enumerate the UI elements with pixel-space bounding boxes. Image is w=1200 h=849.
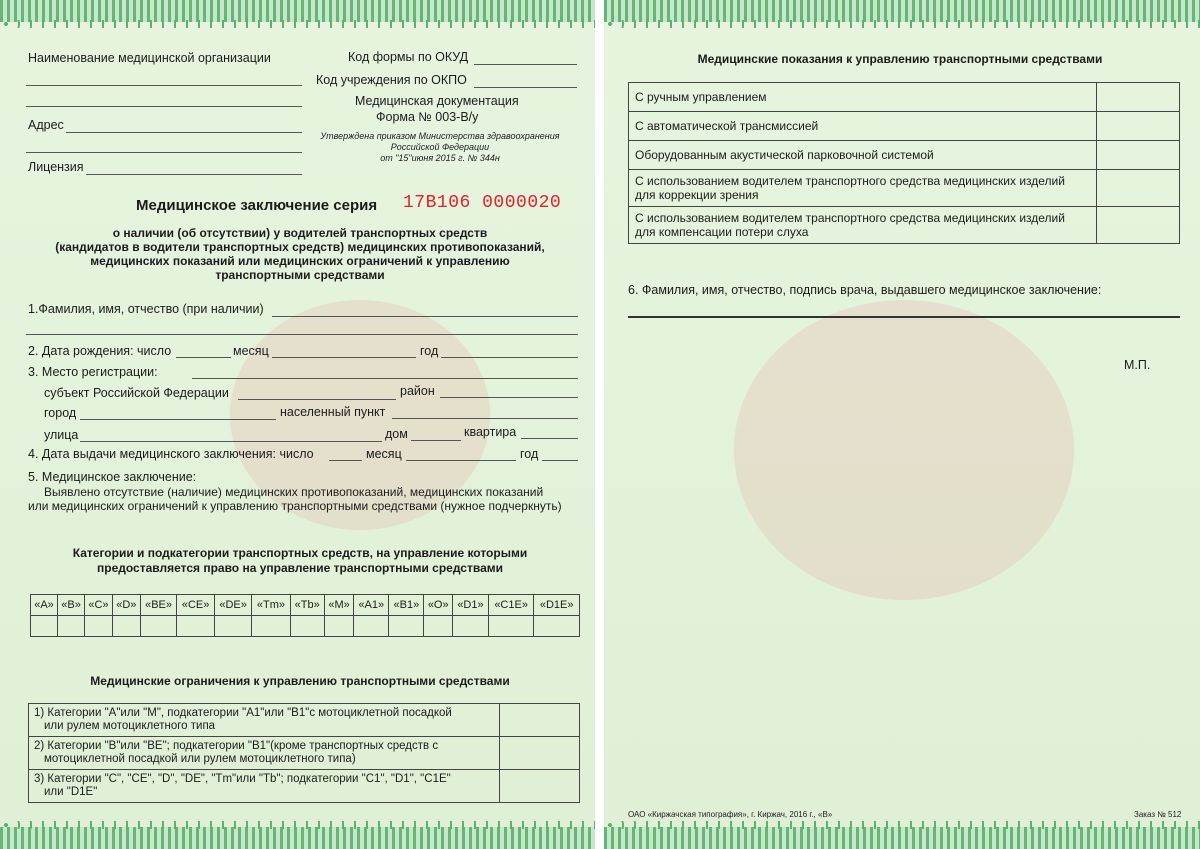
approval-line-1: Утверждена приказом Министерства здравоохранения xyxy=(320,131,560,141)
indication-text: С использованием водителем транспортного средства медицинских изделий для коррекции зрения xyxy=(629,170,1097,207)
left-page xyxy=(0,0,595,849)
issue-month-field[interactable] xyxy=(406,460,516,461)
field-5-conclusion-label: 5. Медицинское заключение: xyxy=(28,470,197,484)
okpo-field[interactable] xyxy=(474,87,577,88)
category-header: «DE» xyxy=(214,595,251,616)
okud-field[interactable] xyxy=(474,64,577,65)
indication-mark-cell[interactable] xyxy=(1097,112,1180,141)
registration-field[interactable] xyxy=(192,378,578,379)
category-cell[interactable] xyxy=(424,616,453,637)
category-cell[interactable] xyxy=(214,616,251,637)
indication-text: С автоматической трансмиссией xyxy=(629,112,1097,141)
birth-year-field[interactable] xyxy=(441,357,578,358)
categories-title-line-1: Категории и подкатегории транспортных средств, на управление которыми xyxy=(72,546,528,560)
subtitle-line-1: о наличии (об отсутствии) у водителей транспортных средств xyxy=(112,226,488,240)
issue-day-field[interactable] xyxy=(329,460,362,461)
issue-month-label: месяц xyxy=(366,447,402,461)
field-1-fio-label: 1.Фамилия, имя, отчество (при наличии) xyxy=(28,302,264,316)
category-cell[interactable] xyxy=(290,616,324,637)
category-cell[interactable] xyxy=(85,616,113,637)
category-header: «A1» xyxy=(354,595,389,616)
field-4-issue-label: 4. Дата выдачи медицинского заключения: число xyxy=(28,447,314,461)
doctor-signature-field[interactable] xyxy=(628,316,1180,318)
category-header: «D» xyxy=(112,595,140,616)
category-header: «C1E» xyxy=(488,595,534,616)
category-cell[interactable] xyxy=(488,616,534,637)
watermark-emblem xyxy=(734,300,1074,600)
category-header: «O» xyxy=(424,595,453,616)
category-cell[interactable] xyxy=(58,616,85,637)
category-cell[interactable] xyxy=(453,616,489,637)
okpo-label: Код учреждения по ОКПО xyxy=(316,73,467,87)
form-number: Форма № 003-В/у xyxy=(376,110,479,124)
house-field[interactable] xyxy=(411,440,461,441)
restriction-mark-cell[interactable] xyxy=(500,737,580,770)
fio-field-line-2[interactable] xyxy=(26,334,578,335)
city-label: город xyxy=(44,406,77,420)
category-header: «CE» xyxy=(177,595,214,616)
birth-day-field[interactable] xyxy=(176,357,231,358)
indication-row xyxy=(629,170,1180,207)
indication-mark-cell[interactable] xyxy=(1097,83,1180,112)
flat-field[interactable] xyxy=(521,438,578,439)
med-doc-label: Медицинская документация xyxy=(355,94,519,108)
category-cell[interactable] xyxy=(31,616,58,637)
subtitle-line-2: (кандидатов в водители транспортных средств) медицинских противопоказаний, xyxy=(55,240,545,254)
district-field[interactable] xyxy=(440,397,578,398)
license-line[interactable] xyxy=(86,174,302,175)
indication-text: С использованием водителем транспортного средства медицинских изделий для компенсации потери слуха xyxy=(629,207,1097,244)
category-cell[interactable] xyxy=(354,616,389,637)
conclusion-text-line-2: или медицинских ограничений к управлению транспортными средствами (нужное подчеркнуть) xyxy=(28,499,562,513)
restriction-mark-cell[interactable] xyxy=(500,770,580,803)
top-ornament-border xyxy=(0,0,595,22)
category-header: «D1E» xyxy=(534,595,580,616)
restriction-row xyxy=(29,770,580,803)
city-field[interactable] xyxy=(80,419,276,420)
category-header: «B1» xyxy=(389,595,424,616)
address-line-1[interactable] xyxy=(66,132,302,133)
field-3-registration-label: 3. Место регистрации: xyxy=(28,365,158,379)
birth-year-label: год xyxy=(420,344,439,358)
approval-line-3: от "15"июня 2015 г. № 344н xyxy=(380,153,500,163)
restriction-row xyxy=(29,704,580,737)
flat-label: квартира xyxy=(464,425,517,439)
indication-text: Оборудованным акустической парковочной системой xyxy=(629,141,1097,170)
printer-imprint: ОАО «Киржачская типография», г. Киржач, 2016 г., «В» xyxy=(628,810,833,819)
category-header: «M» xyxy=(324,595,353,616)
categories-title-line-2: предоставляется право на управление транспортными средствами xyxy=(96,561,503,575)
subtitle-line-3: медицинских показаний или медицинских ограничений к управлению xyxy=(90,254,510,268)
indications-title: Медицинские показания к управлению транспортными средствами xyxy=(697,52,1103,66)
category-header: «C» xyxy=(85,595,113,616)
category-cell[interactable] xyxy=(324,616,353,637)
birth-month-label: месяц xyxy=(233,344,269,358)
org-name-label: Наименование медицинской организации xyxy=(28,51,271,65)
field-6-doctor-label: 6. Фамилия, имя, отчество, подпись врача, выдавшего медицинское заключение: xyxy=(628,283,1102,297)
series-number: 17В106 0000020 xyxy=(403,193,562,213)
bottom-ornament-border xyxy=(604,827,1200,849)
category-cell[interactable] xyxy=(389,616,424,637)
okud-label: Код формы по ОКУД xyxy=(348,50,469,64)
org-name-line-1[interactable] xyxy=(26,85,302,86)
indication-mark-cell[interactable] xyxy=(1097,207,1180,244)
org-name-line-2[interactable] xyxy=(26,106,302,107)
field-2-birth-label: 2. Дата рождения: число xyxy=(28,344,172,358)
category-cell[interactable] xyxy=(140,616,177,637)
category-cell[interactable] xyxy=(534,616,580,637)
category-header: «A» xyxy=(31,595,58,616)
category-header: «D1» xyxy=(453,595,489,616)
birth-month-field[interactable] xyxy=(272,357,416,358)
indication-row xyxy=(629,83,1180,112)
fio-field[interactable] xyxy=(272,316,578,317)
categories-header-row xyxy=(31,595,580,616)
category-cell[interactable] xyxy=(112,616,140,637)
restriction-text: 2) Категории "B"или "BE"; подкатегории "B1"(кроме транспортных средств с мотоциклетной посадкой или рулем мотоциклетного типа) xyxy=(29,737,500,770)
subject-label: субъект Российской Федерации xyxy=(44,386,229,400)
order-number: Заказ № 512 xyxy=(1134,810,1182,819)
street-label: улица xyxy=(44,428,79,442)
restriction-row xyxy=(29,737,580,770)
restriction-text: 3) Категории "C", "CE", "D", "DE", "Tm"или "Tb"; подкатегории "C1", "D1", "C1E" или "D1E" xyxy=(29,770,500,803)
category-header: «B» xyxy=(58,595,85,616)
indication-row xyxy=(629,207,1180,244)
conclusion-title: Медицинское заключение серия xyxy=(136,197,378,214)
categories-value-row xyxy=(31,616,580,637)
category-cell[interactable] xyxy=(177,616,214,637)
category-cell[interactable] xyxy=(252,616,290,637)
top-ornament-border xyxy=(604,0,1200,22)
issue-year-field[interactable] xyxy=(542,460,578,461)
license-label: Лицензия xyxy=(28,160,84,174)
settlement-field[interactable] xyxy=(392,418,578,419)
subtitle-line-4: транспортными средствами xyxy=(215,268,385,282)
category-header: «Tb» xyxy=(290,595,324,616)
category-header: «BE» xyxy=(140,595,177,616)
restrictions-title: Медицинские ограничения к управлению транспортными средствами xyxy=(90,674,510,688)
indication-row xyxy=(629,112,1180,141)
address-line-2[interactable] xyxy=(26,152,302,153)
right-page xyxy=(604,0,1200,849)
category-header: «Tm» xyxy=(252,595,290,616)
categories-table xyxy=(30,594,580,637)
house-label: дом xyxy=(385,427,408,441)
approval-line-2: Российской Федерации xyxy=(390,142,490,152)
settlement-label: населенный пункт xyxy=(280,405,386,419)
indication-mark-cell[interactable] xyxy=(1097,141,1180,170)
conclusion-text-line-1: Выявлено отсутствие (наличие) медицинских противопоказаний, медицинских показаний xyxy=(44,485,544,499)
issue-year-label: год xyxy=(520,447,539,461)
indications-table xyxy=(628,82,1180,244)
address-label: Адрес xyxy=(28,118,64,132)
subject-field[interactable] xyxy=(238,399,396,400)
indication-text: С ручным управлением xyxy=(629,83,1097,112)
restriction-mark-cell[interactable] xyxy=(500,704,580,737)
restriction-text: 1) Категории "A"или "M", подкатегории "A1"или "B1"с мотоциклетной посадкой или рулем мотоциклетного типа xyxy=(29,704,500,737)
bottom-ornament-border xyxy=(0,827,595,849)
restrictions-table xyxy=(28,703,580,803)
indication-row xyxy=(629,141,1180,170)
stamp-place-label: М.П. xyxy=(1124,358,1151,372)
street-field[interactable] xyxy=(80,441,382,442)
district-label: район xyxy=(400,384,435,398)
indication-mark-cell[interactable] xyxy=(1097,170,1180,207)
